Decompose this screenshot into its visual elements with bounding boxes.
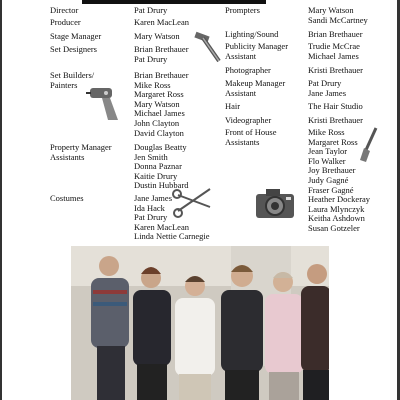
name: Mike Ross bbox=[134, 79, 171, 90]
name: Mary Watson bbox=[134, 31, 180, 41]
name: Flo Walker bbox=[308, 155, 346, 166]
names-photographer bbox=[308, 66, 363, 76]
name: Margaret Ross bbox=[134, 89, 184, 100]
role-photographer: Photographer bbox=[225, 65, 271, 75]
name: Sandi McCartney bbox=[308, 14, 368, 25]
role-prompters: Prompters bbox=[225, 5, 260, 15]
name: Pat Drury bbox=[134, 212, 168, 223]
name: Karen MacLean bbox=[134, 17, 189, 27]
names-makeup bbox=[308, 79, 346, 98]
name: Pat Drury bbox=[134, 53, 168, 64]
names-stage-manager bbox=[134, 32, 180, 42]
camera-icon bbox=[254, 186, 296, 220]
name: Brian Brethauer bbox=[308, 29, 363, 39]
names-prompters bbox=[308, 6, 368, 25]
role-set-designers: Set Designers bbox=[50, 44, 97, 54]
name: Jean Taylor bbox=[308, 146, 348, 157]
name: Karen MacLean bbox=[134, 221, 189, 232]
name: Michael James bbox=[134, 108, 185, 119]
name: Ida Hack bbox=[134, 202, 165, 213]
role-set-builders: Set Builders/ Painters bbox=[50, 70, 95, 90]
role-front-of-house: Front of House Assistants bbox=[225, 127, 277, 147]
names-director bbox=[134, 6, 167, 16]
role-costumes: Costumes bbox=[50, 193, 84, 203]
name: Joy Brethauer bbox=[308, 165, 356, 176]
role-videographer: Videographer bbox=[225, 115, 272, 125]
name: Pat Drury bbox=[308, 78, 342, 88]
group-photo-illustration bbox=[71, 246, 329, 400]
name: Trudie McCrae bbox=[308, 41, 360, 51]
names-publicity bbox=[308, 42, 360, 61]
names-set-builders bbox=[134, 71, 189, 138]
name: Brian Brethauer bbox=[134, 44, 189, 54]
name: Douglas Beatty bbox=[134, 142, 187, 152]
name: Pat Drury bbox=[134, 5, 168, 15]
name: Judy Gagné bbox=[308, 174, 349, 185]
name: Mary Watson bbox=[308, 5, 354, 15]
names-set-designers bbox=[134, 45, 189, 64]
role-lighting: Lighting/Sound bbox=[225, 29, 279, 39]
name: Heather Dockeray bbox=[308, 194, 371, 205]
name: Laura Mlynczyk bbox=[308, 203, 365, 214]
name: Jane James bbox=[134, 193, 173, 203]
names-hair bbox=[308, 102, 363, 112]
name: Jen Smith bbox=[134, 151, 168, 162]
name: Brian Brethauer bbox=[134, 70, 189, 80]
name: Kaitie Drury bbox=[134, 170, 178, 181]
name: John Clayton bbox=[134, 117, 180, 128]
name: Dustin Hubbard bbox=[134, 180, 189, 191]
name: Fraser Gagné bbox=[308, 184, 354, 195]
left-border bbox=[0, 0, 2, 400]
scissors-icon bbox=[172, 185, 214, 219]
role-publicity: Publicity Manager Assistant bbox=[225, 41, 289, 61]
name: Mike Ross bbox=[308, 127, 345, 137]
group-photo bbox=[71, 246, 329, 400]
names-producer bbox=[134, 18, 189, 28]
top-bar bbox=[82, 0, 266, 4]
name: Keitha Ashdown bbox=[308, 213, 365, 224]
name: Michael James bbox=[308, 50, 359, 61]
role-property-manager: Property Manager Assistants bbox=[50, 142, 112, 162]
name: Donna Paznar bbox=[134, 161, 182, 172]
role-stage-manager: Stage Manager bbox=[50, 31, 102, 41]
names-property bbox=[134, 143, 189, 191]
drill-icon bbox=[86, 82, 126, 122]
names-lighting bbox=[308, 30, 363, 40]
role-hair: Hair bbox=[225, 101, 241, 111]
name: Margaret Ross bbox=[308, 136, 358, 147]
hammer-icon bbox=[193, 28, 223, 64]
name: Linda Nettie Carnegie bbox=[134, 231, 210, 242]
name: Kristi Brethauer bbox=[308, 115, 363, 125]
role-director: Director bbox=[50, 5, 79, 15]
name: Susan Gotzeler bbox=[308, 222, 360, 233]
name: Mary Watson bbox=[134, 98, 180, 109]
paint-brush-icon bbox=[358, 126, 380, 164]
role-makeup: Makeup Manager Assistant bbox=[225, 78, 286, 98]
name: David Clayton bbox=[134, 127, 184, 138]
name: Jane James bbox=[308, 87, 347, 98]
names-videographer bbox=[308, 116, 363, 126]
name: The Hair Studio bbox=[308, 101, 363, 111]
name: Kristi Brethauer bbox=[308, 65, 363, 75]
role-producer: Producer bbox=[50, 17, 81, 27]
